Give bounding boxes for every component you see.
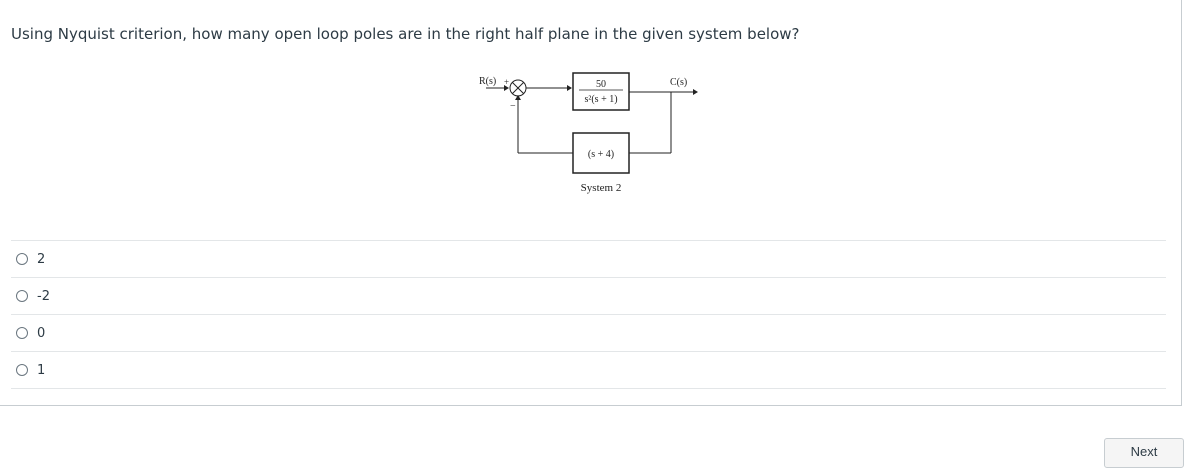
plus-sign: + [504, 77, 510, 87]
answer-label: 2 [37, 251, 46, 267]
output-label: C(s) [670, 77, 688, 88]
radio-button[interactable] [16, 364, 28, 376]
answer-option-1[interactable] [11, 240, 1166, 277]
diagram-caption: System 2 [580, 182, 622, 194]
next-button[interactable]: Next [1104, 438, 1184, 468]
radio-button[interactable] [16, 253, 28, 265]
block-diagram [470, 66, 710, 206]
feedback-block-label: (s + 4) [587, 149, 615, 160]
minus-sign: − [510, 101, 516, 112]
forward-numerator: 50 [596, 79, 606, 90]
answer-list [11, 240, 1166, 389]
answer-label: 1 [37, 362, 46, 378]
forward-arrow [567, 85, 572, 91]
input-label: R(s) [479, 76, 497, 87]
forward-denominator: s²(s + 1) [584, 94, 618, 105]
radio-button[interactable] [16, 327, 28, 339]
radio-button[interactable] [16, 290, 28, 302]
question-text: Using Nyquist criterion, how many open loop poles are in the right half plane in the given system below? [11, 25, 800, 43]
output-arrow [693, 89, 698, 95]
answer-option-3[interactable] [11, 314, 1166, 351]
answer-label: -2 [37, 288, 50, 304]
answer-option-4[interactable] [11, 351, 1166, 389]
answer-option-2[interactable] [11, 277, 1166, 314]
answer-label: 0 [37, 325, 46, 341]
